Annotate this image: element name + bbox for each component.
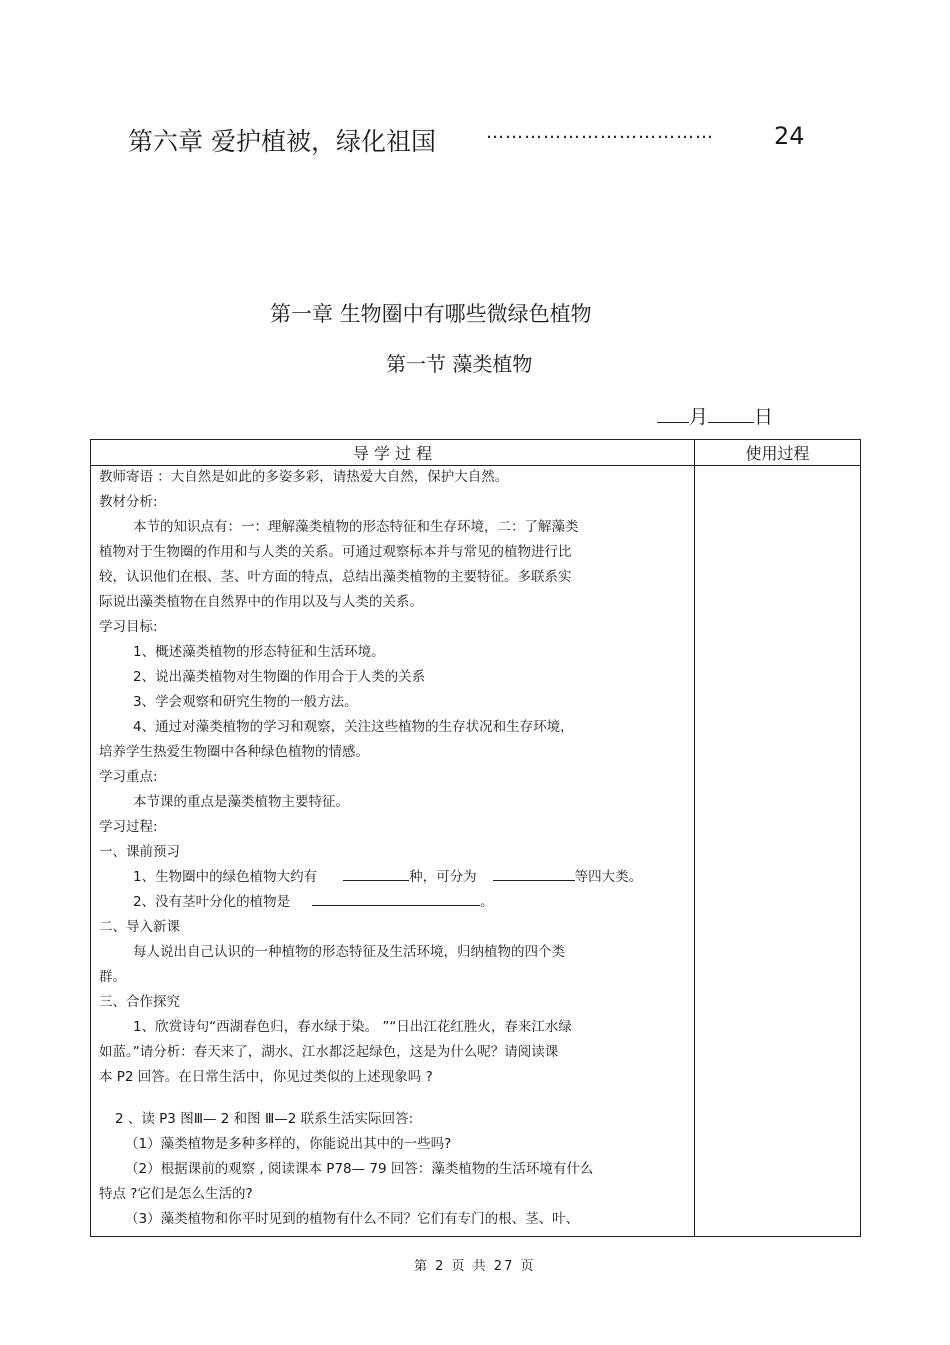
text-line: 较，认识他们在根、茎、叶方面的特点，总结出藻类植物的主要特征。多联系实 xyxy=(99,569,572,585)
text-line: （1）藻类植物是多种多样的，你能说出其中的一些吗? xyxy=(125,1136,452,1152)
text-line: 群。 xyxy=(99,969,126,985)
fill-in-question-2 xyxy=(133,890,494,915)
text-line: 3、学会观察和研究生物的一般方法。 xyxy=(133,694,358,710)
text-line: 如蓝。”请分析：春天来了，湖水、江水都泛起绿色，这是为什么呢？请阅读课 xyxy=(99,1044,559,1060)
usage-content-cell xyxy=(695,466,861,1237)
month-label: 月 xyxy=(689,406,709,428)
toc-title: 第六章 爱护植被，绿化祖国 xyxy=(128,127,436,156)
header-usage-process: 使用过程 xyxy=(695,440,861,466)
text-line: 培养学生热爱生物圈中各种绿色植物的情感。 xyxy=(99,744,369,760)
text-line: 4、通过对藻类植物的学习和观察，关注这些植物的生存状况和生存环境， xyxy=(133,719,574,735)
page-footer: 第 2 页 共 27 页 xyxy=(414,1259,536,1274)
toc-entry xyxy=(128,122,805,158)
question-text: 。 xyxy=(480,894,494,910)
text-line: 学习过程: xyxy=(99,819,158,835)
question-text: 等四大类。 xyxy=(574,869,643,885)
text-line: （3）藻类植物和你平时见到的植物有什么不同？它们有专门的根、茎、叶、 xyxy=(125,1211,580,1227)
text-line: 学习重点: xyxy=(99,769,158,785)
text-line: 1、欣赏诗句“西湖春色归，春水绿于染。 ”“日出江花红胜火，春来江水绿 xyxy=(133,1019,572,1035)
day-label: 日 xyxy=(754,406,774,428)
answer-blank xyxy=(343,866,409,881)
question-text: 1、生物圈中的绿色植物大约有 xyxy=(133,869,318,885)
text-line: 本 P2 回答。在日常生活中，你见过类似的上述现象吗 ? xyxy=(99,1069,433,1085)
answer-blank xyxy=(312,891,480,906)
section-title: 第一节 藻类植物 xyxy=(386,352,533,376)
guide-content-cell xyxy=(91,466,695,1237)
text-line: 2、说出藻类植物对生物圈的作用合于人类的关系 xyxy=(133,669,426,685)
text-line: 教材分析: xyxy=(99,494,158,510)
text-line: 一、课前预习 xyxy=(99,844,180,860)
text-line: 本节课的重点是藻类植物主要特征。 xyxy=(133,794,349,810)
question-text: 2、没有茎叶分化的植物是 xyxy=(133,894,291,910)
answer-blank xyxy=(493,866,575,881)
chapter-title: 第一章 生物圈中有哪些微绿色植物 xyxy=(270,302,592,326)
study-guide-table xyxy=(90,439,861,1237)
toc-leader-dots: ……………………………… xyxy=(486,122,714,143)
guide-content xyxy=(91,466,694,1236)
text-line: 本节的知识点有：一：理解藻类植物的形态特征和生存环境，二：了解藻类 xyxy=(133,519,579,535)
toc-page-number: 24 xyxy=(774,122,805,150)
date-line xyxy=(657,402,773,429)
question-text: 种，可分为 xyxy=(409,869,477,885)
text-line: 每人说出自己认识的一种植物的形态特征及生活环境，归纳植物的四个类 xyxy=(133,944,565,960)
text-line: 二、导入新课 xyxy=(99,919,180,935)
text-line: 2 、读 P3 图Ⅲ— 2 和图 Ⅲ—2 联系生活实际回答: xyxy=(115,1111,414,1127)
text-line: 教师寄语 ：大自然是如此的多姿多彩，请热爱大自然，保护大自然。 xyxy=(99,469,509,485)
text-line: 学习目标: xyxy=(99,619,158,635)
text-line: 植物对于生物圈的作用和与人类的关系。可通过观察标本并与常见的植物进行比 xyxy=(99,544,572,560)
text-line: 1、概述藻类植物的形态特征和生活环境。 xyxy=(133,644,385,660)
header-guide-process: 导 学 过 程 xyxy=(91,440,695,466)
text-line: 特点 ?它们是怎么生活的? xyxy=(99,1186,253,1202)
text-line: （2）根据课前的观察 , 阅读课本 P78— 79 回答：藻类植物的生活环境有什么 xyxy=(125,1161,594,1177)
text-line: 际说出藻类植物在自然界中的作用以及与人类的关系。 xyxy=(99,594,423,610)
text-line: 三、合作探究 xyxy=(99,994,180,1010)
day-blank xyxy=(708,406,754,423)
month-blank xyxy=(657,406,689,423)
fill-in-question-1 xyxy=(133,865,642,890)
